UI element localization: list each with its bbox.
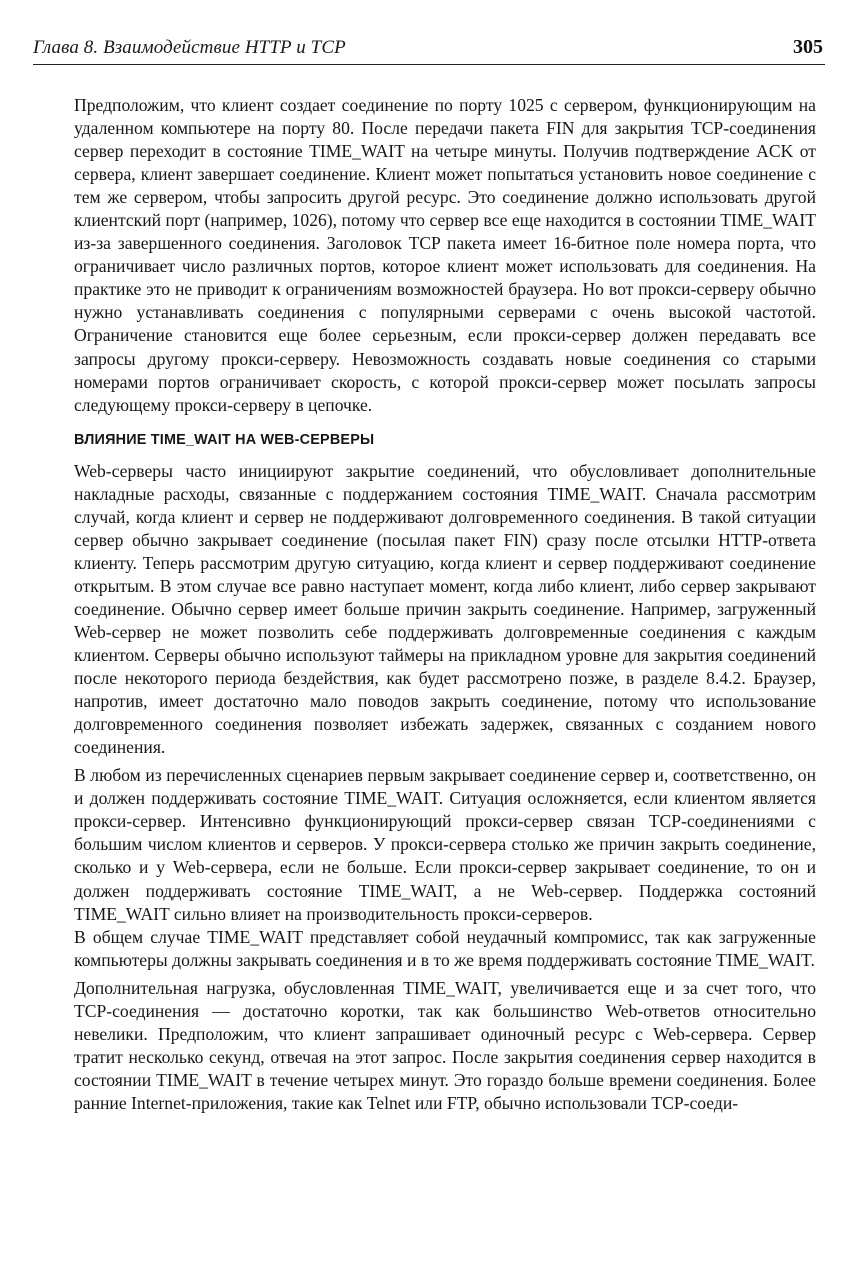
paragraph: Web-серверы часто инициируют закрытие соединений, что обусловливает дополнительные накладные расходы, связанные с поддержанием состояния TIME_WAIT. Сначала рассмотрим случай, когда клиент и сервер не поддерживают долговременного соединения. В такой ситуации сервер обычно закрывает соединение (посылая пакет FIN) сразу после отсылки HTTP-ответа клиенту. Теперь рассмотрим другую ситуацию, когда клиент и сервер поддерживают соединение открытым. В этом случае все равно наступает момент, когда либо клиент, либо сервер закрывают соединение. Обычно сервер имеет больше причин закрыть соединение. Например, загруженный Web-сервер не может позволить себе поддерживать долговременные соединения с каждым клиентом. Серверы обычно используют таймеры на прикладном уровне для закрытия соединений после некоторого периода бездействия, как будет рассмотрено позже, в разделе 8.4.2. Браузер, напротив, имеет достаточно мало поводов закрыть соединение, потому что использование долговременного соединения позволяет избежать задержек, связанных с созданием нового соединения. xyxy=(74,460,816,758)
paragraph: Дополнительная нагрузка, обусловленная TIME_WAIT, увеличивается еще и за счет того, что TCP-соединения — достаточно коротки, так как большинство Web-ответов относительно невелики. Предположим, что клиент запрашивает одиночный ресурс с Web-сервера. Сервер тратит несколько секунд, отвечая на этот запрос. После закрытия соединения сервер находится в состоянии TIME_WAIT в течение четырех минут. Это гораздо больше времени соединения. Более ранние Internet-приложения, такие как Telnet или FTP, обычно использовали TCP-соеди- xyxy=(74,977,816,1113)
section-heading: ВЛИЯНИЕ TIME_WAIT НА WEB-СЕРВЕРЫ xyxy=(74,431,375,448)
paragraph: В общем случае TIME_WAIT представляет собой неудачный компромисс, так как загруженные компьютеры должны закрывать соединения и в то же время поддерживать состояние TIME_WAIT. xyxy=(74,926,816,970)
paragraph: Предположим, что клиент создает соединение по порту 1025 с сервером, функционирующим на удаленном компьютере на порту 80. После передачи пакета FIN для закрытия TCP-соединения сервер переходит в состояние TIME_WAIT на четыре минуты. Получив подтверждение ACK от сервера, клиент завершает соединение. Клиент может попытаться установить новое соединение с тем же сервером, чтобы запросить другой ресурс. Это соединение должно использовать другой клиентский порт (например, 1026), потому что сервер все еще находится в состоянии TIME_WAIT из-за завершенного соединения. Заголовок TCP пакета имеет 16-битное поле номера порта, что ограничивает число различных портов, которое клиент может использовать для соединения. На практике это не приводит к ограничениям возможностей браузера. Но вот прокси-серверу обычно нужно устанавливать соединения с популярными серверами с очень высокой частотой. Ограничение становится еще более серьезным, если прокси-сервер должен передавать все запросы другому прокси-серверу. Невозможность создавать новые соединения со старыми номерами портов ограничивает скорость, с которой прокси-сервер может посылать запросы следующему прокси-серверу в цепочке. xyxy=(74,95,816,415)
running-header xyxy=(33,36,823,59)
body-text xyxy=(74,94,816,1115)
header-rule xyxy=(33,64,825,65)
chapter-title: Глава 8. Взаимодействие HTTP и TCP xyxy=(33,37,346,58)
paragraph: В любом из перечисленных сценариев первым закрывает соединение сервер и, соответственно, он и должен поддерживать состояние TIME_WAIT. Ситуация осложняется, если клиентом является прокси-сервер. Интенсивно функционирующий прокси-сервер связан TCP-соединениями с большим числом клиентов и серверов. У прокси-сервера столько же причин закрыть соединение, сколько и у Web-сервера, если не больше. Если прокси-сервер закрывает соединение, то он и должен поддерживать состояние TIME_WAIT, а не Web-сервер. Поддержка состояний TIME_WAIT сильно влияет на производительность прокси-серверов. xyxy=(74,765,816,924)
page-number: 305 xyxy=(793,36,823,58)
